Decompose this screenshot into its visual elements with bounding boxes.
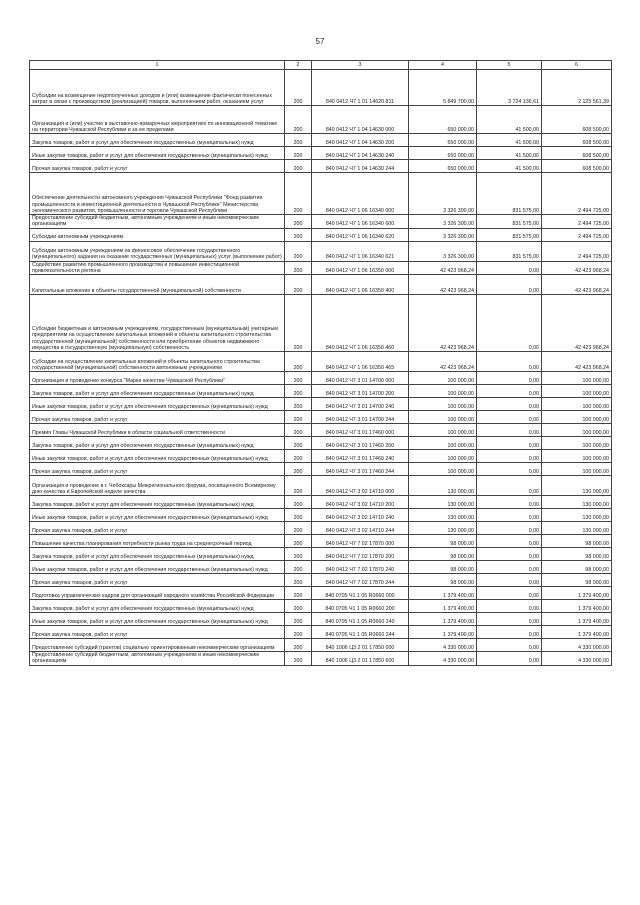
- row-code-cell: 200: [285, 173, 312, 215]
- header-cell: 2: [285, 61, 312, 70]
- table-row: [30, 463, 612, 476]
- row-code-cell: 200: [285, 411, 312, 424]
- table-row: [30, 652, 612, 666]
- row-classifier-cell: 840 1006 Ц3 2 01 17850 000: [312, 639, 409, 652]
- row-remaining-cell: 98 000,00: [542, 561, 612, 574]
- table-row: [30, 587, 612, 600]
- row-remaining-cell: 1 379 400,00: [542, 587, 612, 600]
- row-remaining-cell: 2 125 561,39: [542, 70, 612, 106]
- row-classifier-cell: 840 0412 Ч7 3 01 14700 000: [312, 372, 409, 385]
- row-remaining-cell: 1 379 400,00: [542, 600, 612, 613]
- row-code-cell: 200: [285, 424, 312, 437]
- header-cell: 5: [477, 61, 542, 70]
- row-remaining-cell: 608 500,00: [542, 134, 612, 147]
- row-plan-cell: 3 326 300,00: [409, 241, 477, 261]
- row-executed-cell: 0,00: [477, 561, 542, 574]
- row-executed-cell: 0,00: [477, 613, 542, 626]
- row-classifier-cell: 840 0412 Ч7 3 01 14700 240: [312, 398, 409, 411]
- row-executed-cell: 0,00: [477, 424, 542, 437]
- row-remaining-cell: 1 379 400,00: [542, 613, 612, 626]
- row-remaining-cell: 130 000,00: [542, 509, 612, 522]
- table-row: [30, 261, 612, 275]
- table-row: [30, 561, 612, 574]
- row-name-cell: Иные закупки товаров, работ и услуг для обеспечения государственных (муниципальных) нужд: [30, 398, 285, 411]
- row-plan-cell: 4 330 000,00: [409, 639, 477, 652]
- row-code-cell: 200: [285, 385, 312, 398]
- row-plan-cell: 130 000,00: [409, 476, 477, 496]
- row-remaining-cell: 100 000,00: [542, 385, 612, 398]
- row-name-cell: Субсидии бюджетным и автономным учреждениям, государственным (муниципальным) унитарным предприятиям на осуществление капитальных вложений в объекты капитального строительства государственной (муниципальной) собственности или приобретение объектов недвижимого имущества в государственную (муниципальную) собственность: [30, 295, 285, 352]
- table-row: [30, 600, 612, 613]
- row-remaining-cell: 98 000,00: [542, 548, 612, 561]
- row-code-cell: 200: [285, 70, 312, 106]
- row-plan-cell: 100 000,00: [409, 437, 477, 450]
- row-remaining-cell: 100 000,00: [542, 372, 612, 385]
- row-executed-cell: 0,00: [477, 522, 542, 535]
- row-plan-cell: 3 326 300,00: [409, 173, 477, 215]
- row-name-cell: Закупка товаров, работ и услуг для обеспечения государственных (муниципальных) нужд: [30, 600, 285, 613]
- row-plan-cell: 100 000,00: [409, 411, 477, 424]
- row-code-cell: 200: [285, 574, 312, 587]
- row-remaining-cell: 100 000,00: [542, 411, 612, 424]
- table-row: [30, 476, 612, 496]
- row-name-cell: Субсидии на осуществление капитальных вложений в объекты капитального строительства государственной (муниципальной) собственности автономным учреждениям: [30, 352, 285, 372]
- row-name-cell: Субсидии на возмещение недополученных доходов и (или) возмещение фактически понесенных затрат в связи с производством (реализацией) товаров, выполнением работ, оказанием услуг: [30, 70, 285, 106]
- table-row: [30, 522, 612, 535]
- row-executed-cell: 0,00: [477, 535, 542, 548]
- row-executed-cell: 0,00: [477, 587, 542, 600]
- row-classifier-cell: 840 0412 Ч7 1 04 14630 000: [312, 106, 409, 134]
- row-code-cell: 200: [285, 509, 312, 522]
- row-name-cell: Предоставление субсидий бюджетным, автономным учреждениям и иным некоммерческим организациям: [30, 652, 285, 666]
- row-remaining-cell: 130 000,00: [542, 522, 612, 535]
- row-name-cell: Иные закупки товаров, работ и услуг для обеспечения государственных (муниципальных) нужд: [30, 561, 285, 574]
- table-row: [30, 496, 612, 509]
- row-code-cell: 200: [285, 652, 312, 666]
- row-plan-cell: 42 423 968,24: [409, 275, 477, 295]
- row-code-cell: 200: [285, 476, 312, 496]
- row-code-cell: 200: [285, 215, 312, 229]
- row-code-cell: 200: [285, 352, 312, 372]
- row-classifier-cell: 840 0412 Ч7 1 06 16340 620: [312, 228, 409, 241]
- row-code-cell: 200: [285, 261, 312, 275]
- row-classifier-cell: 840 1006 Ц3 2 01 17850 600: [312, 652, 409, 666]
- row-code-cell: 200: [285, 496, 312, 509]
- header-cell: 4: [409, 61, 477, 70]
- row-plan-cell: 100 000,00: [409, 372, 477, 385]
- row-code-cell: 200: [285, 398, 312, 411]
- row-plan-cell: 1 379 400,00: [409, 587, 477, 600]
- row-plan-cell: 3 326 300,00: [409, 215, 477, 229]
- row-code-cell: 200: [285, 613, 312, 626]
- row-remaining-cell: 42 423 968,24: [542, 275, 612, 295]
- row-executed-cell: 0,00: [477, 411, 542, 424]
- row-code-cell: 200: [285, 587, 312, 600]
- row-plan-cell: 650 000,00: [409, 160, 477, 173]
- row-name-cell: Организация и (или) участие в выставочно-ярмарочных мероприятиях по инновационной тематике на территории Чувашской Республики и за ее пределами: [30, 106, 285, 134]
- row-name-cell: Закупка товаров, работ и услуг для обеспечения государственных (муниципальных) нужд: [30, 496, 285, 509]
- table-row: [30, 241, 612, 261]
- row-plan-cell: 98 000,00: [409, 574, 477, 587]
- header-row: [30, 61, 612, 70]
- row-code-cell: 200: [285, 275, 312, 295]
- row-remaining-cell: 4 330 000,00: [542, 639, 612, 652]
- row-plan-cell: 100 000,00: [409, 450, 477, 463]
- row-code-cell: 200: [285, 437, 312, 450]
- row-plan-cell: 98 000,00: [409, 561, 477, 574]
- row-plan-cell: 650 000,00: [409, 106, 477, 134]
- row-code-cell: 200: [285, 535, 312, 548]
- row-remaining-cell: 608 500,00: [542, 106, 612, 134]
- row-code-cell: 200: [285, 106, 312, 134]
- row-classifier-cell: 840 0412 Ч7 1 06 16350 465: [312, 352, 409, 372]
- row-remaining-cell: 2 494 725,00: [542, 215, 612, 229]
- row-code-cell: 200: [285, 134, 312, 147]
- row-code-cell: 200: [285, 372, 312, 385]
- row-classifier-cell: 840 0412 Ч7 3 01 14700 244: [312, 411, 409, 424]
- table-row: [30, 639, 612, 652]
- row-name-cell: Прочая закупка товаров, работ и услуг: [30, 522, 285, 535]
- row-plan-cell: 650 000,00: [409, 134, 477, 147]
- row-name-cell: Предоставление субсидий (грантов) социально ориентированным некоммерческим организациям: [30, 639, 285, 652]
- table-row: [30, 574, 612, 587]
- row-code-cell: 200: [285, 160, 312, 173]
- row-remaining-cell: 608 500,00: [542, 160, 612, 173]
- table-row: [30, 626, 612, 639]
- table-row: [30, 509, 612, 522]
- row-executed-cell: 0,00: [477, 463, 542, 476]
- row-executed-cell: 0,00: [477, 398, 542, 411]
- row-executed-cell: 0,00: [477, 275, 542, 295]
- row-classifier-cell: 840 0412 Ч7 1 04 14630 244: [312, 160, 409, 173]
- row-remaining-cell: 42 423 968,24: [542, 352, 612, 372]
- row-name-cell: Содействие развитию промышленного производства и повышение инвестиционной привлекательности региона: [30, 261, 285, 275]
- row-executed-cell: 831 575,00: [477, 173, 542, 215]
- row-remaining-cell: 100 000,00: [542, 450, 612, 463]
- row-plan-cell: 1 379 400,00: [409, 600, 477, 613]
- row-plan-cell: 100 000,00: [409, 398, 477, 411]
- budget-table: [29, 60, 612, 666]
- row-classifier-cell: 840 0705 Ч1 1 05 R0660 000: [312, 587, 409, 600]
- row-classifier-cell: 840 0412 Ч7 3 01 17460 200: [312, 437, 409, 450]
- row-name-cell: Прочая закупка товаров, работ и услуг: [30, 574, 285, 587]
- row-code-cell: 200: [285, 241, 312, 261]
- row-executed-cell: 0,00: [477, 437, 542, 450]
- row-classifier-cell: 840 0412 Ч7 1 06 16350 460: [312, 295, 409, 352]
- row-remaining-cell: 2 494 725,00: [542, 228, 612, 241]
- row-plan-cell: 100 000,00: [409, 385, 477, 398]
- row-plan-cell: 130 000,00: [409, 522, 477, 535]
- table-row: [30, 535, 612, 548]
- row-plan-cell: 5 849 700,00: [409, 70, 477, 106]
- row-remaining-cell: 4 330 000,00: [542, 652, 612, 666]
- row-plan-cell: 3 326 300,00: [409, 228, 477, 241]
- row-name-cell: Организация и проведение конкурса "Марка качества Чувашской Республики": [30, 372, 285, 385]
- row-plan-cell: 42 423 968,24: [409, 352, 477, 372]
- row-plan-cell: 100 000,00: [409, 424, 477, 437]
- row-remaining-cell: 608 500,00: [542, 147, 612, 160]
- table-row: [30, 411, 612, 424]
- table-row: [30, 548, 612, 561]
- row-remaining-cell: 130 000,00: [542, 476, 612, 496]
- table-row: [30, 437, 612, 450]
- row-classifier-cell: 840 0412 Ч7 3 02 14710 244: [312, 522, 409, 535]
- row-name-cell: Субсидии автономным учреждениям на финансовое обеспечение государственного (муниципального) задания на оказание государственных (муниципальных) услуг (выполнение работ): [30, 241, 285, 261]
- row-executed-cell: 831 575,00: [477, 228, 542, 241]
- row-classifier-cell: 840 0705 Ч1 1 05 R0660 240: [312, 613, 409, 626]
- row-classifier-cell: 840 0412 Ч7 1 06 16340 000: [312, 173, 409, 215]
- row-plan-cell: 130 000,00: [409, 509, 477, 522]
- table-body: [30, 70, 612, 666]
- row-classifier-cell: 840 0412 Ч7 1 06 16340 600: [312, 215, 409, 229]
- row-code-cell: 200: [285, 450, 312, 463]
- row-executed-cell: 0,00: [477, 639, 542, 652]
- row-name-cell: Прочая закупка товаров, работ и услуг: [30, 160, 285, 173]
- table-row: [30, 134, 612, 147]
- row-executed-cell: 0,00: [477, 295, 542, 352]
- row-executed-cell: 0,00: [477, 509, 542, 522]
- row-classifier-cell: 840 0412 Ч7 1 01 14620 811: [312, 70, 409, 106]
- table-row: [30, 275, 612, 295]
- row-remaining-cell: 42 423 968,24: [542, 261, 612, 275]
- row-remaining-cell: 100 000,00: [542, 437, 612, 450]
- row-name-cell: Закупка товаров, работ и услуг для обеспечения государственных (муниципальных) нужд: [30, 385, 285, 398]
- row-remaining-cell: 2 494 725,00: [542, 241, 612, 261]
- row-plan-cell: 1 379 400,00: [409, 613, 477, 626]
- row-name-cell: Подготовка управленческих кадров для организаций народного хозяйства Российской Федерации: [30, 587, 285, 600]
- row-code-cell: 200: [285, 639, 312, 652]
- row-code-cell: 200: [285, 463, 312, 476]
- row-name-cell: Организация и проведение в г. Чебоксары Межрегионального форума, посвященного Всемирному дню качества и Европейской неделе качества: [30, 476, 285, 496]
- row-classifier-cell: 840 0412 Ч7 1 04 14630 200: [312, 134, 409, 147]
- row-executed-cell: 0,00: [477, 352, 542, 372]
- table-row: [30, 173, 612, 215]
- row-remaining-cell: 100 000,00: [542, 398, 612, 411]
- row-name-cell: Закупка товаров, работ и услуг для обеспечения государственных (муниципальных) нужд: [30, 548, 285, 561]
- row-plan-cell: 42 423 968,24: [409, 261, 477, 275]
- row-executed-cell: 0,00: [477, 476, 542, 496]
- row-executed-cell: 831 575,00: [477, 215, 542, 229]
- row-plan-cell: 98 000,00: [409, 548, 477, 561]
- row-classifier-cell: 840 0412 Ч7 3 01 17460 244: [312, 463, 409, 476]
- row-classifier-cell: 840 0412 Ч7 7 02 17870 000: [312, 535, 409, 548]
- row-executed-cell: 0,00: [477, 261, 542, 275]
- row-name-cell: Прочая закупка товаров, работ и услуг: [30, 463, 285, 476]
- row-code-cell: 200: [285, 228, 312, 241]
- row-remaining-cell: 2 494 725,00: [542, 173, 612, 215]
- row-classifier-cell: 840 0412 Ч7 3 02 14710 000: [312, 476, 409, 496]
- row-classifier-cell: 840 0412 Ч7 3 01 17460 240: [312, 450, 409, 463]
- table-row: [30, 215, 612, 229]
- row-remaining-cell: 42 423 968,24: [542, 295, 612, 352]
- header-cell: 6: [542, 61, 612, 70]
- table-row: [30, 385, 612, 398]
- row-executed-cell: 3 724 136,61: [477, 70, 542, 106]
- row-plan-cell: 98 000,00: [409, 535, 477, 548]
- row-name-cell: Иные закупки товаров, работ и услуг для обеспечения государственных (муниципальных) нужд: [30, 613, 285, 626]
- row-executed-cell: 0,00: [477, 450, 542, 463]
- table-row: [30, 613, 612, 626]
- row-classifier-cell: 840 0705 Ч1 1 05 R0660 200: [312, 600, 409, 613]
- row-classifier-cell: 840 0412 Ч7 3 01 14700 200: [312, 385, 409, 398]
- table-row: [30, 228, 612, 241]
- row-name-cell: Обеспечение деятельности автономного учреждения Чувашской Республики "Фонд развития промышленности и инвестиционной деятельности в Чувашской Республике" Министерства экономического развития, промышленности и торговли Чувашской Республики: [30, 173, 285, 215]
- row-remaining-cell: 98 000,00: [542, 535, 612, 548]
- row-executed-cell: 0,00: [477, 372, 542, 385]
- row-executed-cell: 0,00: [477, 600, 542, 613]
- row-classifier-cell: 840 0412 Ч7 1 06 16350 400: [312, 275, 409, 295]
- row-plan-cell: 42 423 968,24: [409, 295, 477, 352]
- row-remaining-cell: 1 379 400,00: [542, 626, 612, 639]
- row-name-cell: Прочая закупка товаров, работ и услуг: [30, 411, 285, 424]
- row-executed-cell: 0,00: [477, 626, 542, 639]
- header-cell: 1: [30, 61, 285, 70]
- row-remaining-cell: 130 000,00: [542, 496, 612, 509]
- row-classifier-cell: 840 0412 Ч7 1 06 16350 000: [312, 261, 409, 275]
- table-row: [30, 352, 612, 372]
- row-name-cell: Повышение качества планирования потребности рынка труда на среднесрочный период: [30, 535, 285, 548]
- row-classifier-cell: 840 0412 Ч7 3 02 14710 200: [312, 496, 409, 509]
- row-name-cell: Предоставление субсидий бюджетным, автономным учреждениям и иным некоммерческим организациям: [30, 215, 285, 229]
- row-plan-cell: 4 330 000,00: [409, 652, 477, 666]
- row-code-cell: 200: [285, 600, 312, 613]
- table-row: [30, 424, 612, 437]
- row-name-cell: Премия Главы Чувашской Республики в области социальной ответственности: [30, 424, 285, 437]
- row-executed-cell: 0,00: [477, 385, 542, 398]
- table-header: [30, 61, 612, 70]
- row-remaining-cell: 100 000,00: [542, 463, 612, 476]
- row-executed-cell: 0,00: [477, 574, 542, 587]
- row-executed-cell: 831 575,00: [477, 241, 542, 261]
- row-classifier-cell: 840 0412 Ч7 7 02 17870 244: [312, 574, 409, 587]
- table-row: [30, 398, 612, 411]
- table-row: [30, 372, 612, 385]
- row-executed-cell: 41 500,00: [477, 160, 542, 173]
- page-number: 57: [315, 37, 325, 46]
- row-code-cell: 200: [285, 147, 312, 160]
- row-executed-cell: 0,00: [477, 496, 542, 509]
- row-name-cell: Иные закупки товаров, работ и услуг для обеспечения государственных (муниципальных) нужд: [30, 147, 285, 160]
- row-executed-cell: 41 500,00: [477, 147, 542, 160]
- row-plan-cell: 650 000,00: [409, 147, 477, 160]
- row-plan-cell: 130 000,00: [409, 496, 477, 509]
- table-row: [30, 106, 612, 134]
- row-name-cell: Закупка товаров, работ и услуг для обеспечения государственных (муниципальных) нужд: [30, 134, 285, 147]
- row-classifier-cell: 840 0705 Ч1 1 05 R0660 244: [312, 626, 409, 639]
- row-plan-cell: 1 379 400,00: [409, 626, 477, 639]
- row-name-cell: Иные закупки товаров, работ и услуг для обеспечения государственных (муниципальных) нужд: [30, 509, 285, 522]
- row-remaining-cell: 98 000,00: [542, 574, 612, 587]
- table-row: [30, 70, 612, 106]
- row-code-cell: 200: [285, 522, 312, 535]
- table-row: [30, 295, 612, 352]
- row-code-cell: 200: [285, 548, 312, 561]
- row-code-cell: 200: [285, 561, 312, 574]
- row-executed-cell: 41 500,00: [477, 106, 542, 134]
- row-name-cell: Субсидии автономным учреждениям: [30, 228, 285, 241]
- row-classifier-cell: 840 0412 Ч7 7 02 17870 200: [312, 548, 409, 561]
- row-classifier-cell: 840 0412 Ч7 1 04 14630 240: [312, 147, 409, 160]
- row-name-cell: Иные закупки товаров, работ и услуг для обеспечения государственных (муниципальных) нужд: [30, 450, 285, 463]
- row-classifier-cell: 840 0412 Ч7 7 02 17870 240: [312, 561, 409, 574]
- header-cell: 3: [312, 61, 409, 70]
- row-code-cell: 200: [285, 626, 312, 639]
- table-row: [30, 450, 612, 463]
- row-name-cell: Прочая закупка товаров, работ и услуг: [30, 626, 285, 639]
- row-name-cell: Закупка товаров, работ и услуг для обеспечения государственных (муниципальных) нужд: [30, 437, 285, 450]
- row-executed-cell: 41 500,00: [477, 134, 542, 147]
- row-name-cell: Капитальные вложения в объекты государственной (муниципальной) собственности: [30, 275, 285, 295]
- row-classifier-cell: 840 0412 Ч7 3 02 14710 240: [312, 509, 409, 522]
- table-row: [30, 160, 612, 173]
- row-remaining-cell: 100 000,00: [542, 424, 612, 437]
- row-classifier-cell: 840 0412 Ч7 1 06 16340 621: [312, 241, 409, 261]
- row-plan-cell: 100 000,00: [409, 463, 477, 476]
- row-code-cell: 200: [285, 295, 312, 352]
- row-classifier-cell: 840 0412 Ч7 3 01 17460 000: [312, 424, 409, 437]
- row-executed-cell: 0,00: [477, 548, 542, 561]
- row-executed-cell: 0,00: [477, 652, 542, 666]
- table-row: [30, 147, 612, 160]
